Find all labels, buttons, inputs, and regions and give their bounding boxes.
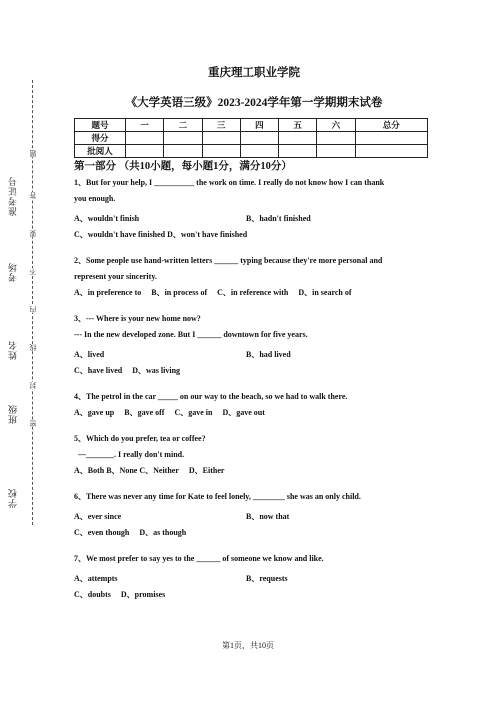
score-input-cell[interactable] — [126, 132, 164, 145]
options-row — [74, 573, 434, 585]
grader-row-label: 批阅人 — [75, 145, 126, 158]
score-cell: 三 — [202, 119, 240, 132]
score-table — [74, 118, 428, 158]
score-input-cell[interactable] — [355, 132, 428, 145]
option[interactable]: D、was living — [132, 366, 181, 375]
options-row — [74, 527, 434, 539]
score-input-cell[interactable] — [164, 132, 202, 145]
question-text: 6、There was never any time for Kate to feel lonely, ________ she was an only child. — [74, 492, 361, 501]
question-7 — [74, 553, 434, 565]
option[interactable]: A、lived — [74, 350, 105, 359]
option[interactable]: C、doubts — [74, 590, 111, 599]
score-input-cell[interactable] — [202, 132, 240, 145]
score-cell: 一 — [126, 119, 164, 132]
score-cell: 六 — [317, 119, 355, 132]
seal-word: 答 — [29, 192, 37, 199]
seal-word: 题 — [29, 150, 37, 157]
question-4 — [74, 391, 434, 403]
part-heading: 第一部分 （共10小题，每小题1分，满分10分） — [74, 161, 292, 172]
question-text: represent your sincerity. — [74, 272, 157, 281]
option[interactable]: A、in preference to — [74, 288, 142, 297]
option[interactable]: C、in reference with — [217, 288, 289, 297]
option[interactable]: A、ever since — [74, 512, 122, 521]
exam-number-label: 准考证号 — [8, 176, 18, 216]
options-row — [74, 287, 434, 299]
option[interactable]: B、in process of — [151, 288, 208, 297]
options-row — [74, 229, 434, 241]
exam-title: 《大学英语三级》2023-2024学年第一学期期末试卷 — [125, 97, 383, 109]
seal-word: 线 — [29, 344, 37, 351]
name-label: 姓名 — [8, 340, 18, 360]
grader-row — [75, 145, 428, 158]
option[interactable]: B、requests — [246, 574, 288, 583]
option[interactable]: B、now that — [246, 512, 290, 521]
option[interactable]: C、gave in — [174, 408, 213, 417]
school-name: 重庆理工职业学院 — [208, 67, 300, 79]
score-cell: 五 — [279, 119, 317, 132]
question-3 — [74, 313, 434, 341]
page-footer: 第1页，共10页 — [222, 641, 274, 650]
binding-margin — [0, 0, 48, 702]
question-6 — [74, 491, 434, 503]
score-input-cell[interactable] — [279, 132, 317, 145]
score-row-label: 得分 — [75, 132, 126, 145]
question-text: 3、--- Where is your new home now? — [74, 314, 201, 323]
option[interactable]: A、gave up — [74, 408, 115, 417]
score-table-header-row — [75, 119, 428, 132]
option[interactable]: D、as though — [139, 528, 187, 537]
school-label: 学校 — [8, 488, 18, 508]
option[interactable]: D、gave out — [222, 408, 265, 417]
question-1 — [74, 177, 434, 205]
seal-word: 密 — [29, 420, 37, 427]
class-label: 班级 — [8, 404, 18, 424]
seal-word: 要 — [29, 230, 37, 237]
question-text: 4、The petrol in the car _____ on our way to the beach, so we had to walk there. — [74, 392, 348, 401]
exam-paper — [74, 62, 434, 601]
options-row — [74, 465, 434, 477]
option[interactable]: C、wouldn't have finished D、won't have finished — [74, 230, 248, 239]
option[interactable]: B、gave off — [124, 408, 165, 417]
option[interactable]: C、have lived — [74, 366, 123, 375]
options-row — [74, 213, 434, 225]
grader-input-cell[interactable] — [202, 145, 240, 158]
question-text: 1、But for your help, I __________ the work on time. I really do not know how I can thank — [74, 178, 385, 187]
question-text: 5、Which do you prefer, tea or coffee? — [74, 434, 206, 443]
score-cell: 二 — [164, 119, 202, 132]
option[interactable]: D、in search of — [298, 288, 352, 297]
score-input-cell[interactable] — [317, 132, 355, 145]
question-text: 2、Some people use hand-written letters ______ typing because they're more personal and — [74, 256, 383, 265]
option[interactable]: C、even though — [74, 528, 130, 537]
grader-input-cell[interactable] — [126, 145, 164, 158]
options-row — [74, 589, 434, 601]
question-text: you enough. — [74, 194, 116, 203]
question-text: --- In the new developed zone. But I ______ downtown for five years. — [74, 330, 308, 339]
option[interactable]: D、Either — [188, 466, 225, 475]
grader-input-cell[interactable] — [164, 145, 202, 158]
question-text: 7、We most prefer to say yes to the ______ of someone we know and like. — [74, 554, 324, 563]
seal-word: 内 — [29, 306, 37, 313]
question-text: —_______. I really don't mind. — [78, 450, 185, 459]
options-row — [74, 407, 434, 419]
option[interactable]: A、Both B、None C、Neither — [74, 466, 179, 475]
score-row — [75, 132, 428, 145]
exam-room-label: 考场 — [8, 262, 18, 282]
options-row — [74, 511, 434, 523]
grader-input-cell[interactable] — [279, 145, 317, 158]
question-5 — [74, 433, 434, 461]
question-2 — [74, 255, 434, 283]
seal-word: 不 — [29, 268, 37, 275]
seal-word: 封 — [29, 382, 37, 389]
grader-input-cell[interactable] — [240, 145, 278, 158]
option[interactable]: B、had lived — [246, 350, 291, 359]
options-row — [74, 365, 434, 377]
option[interactable]: A、attempts — [74, 574, 118, 583]
score-cell: 总分 — [355, 119, 428, 132]
option[interactable]: D、promises — [120, 590, 166, 599]
score-input-cell[interactable] — [240, 132, 278, 145]
score-cell: 题号 — [75, 119, 126, 132]
option[interactable]: A、wouldn't finish — [74, 214, 140, 223]
grader-input-cell[interactable] — [355, 145, 428, 158]
option[interactable]: B、hadn't finished — [246, 214, 311, 223]
score-cell: 四 — [240, 119, 278, 132]
options-row — [74, 349, 434, 361]
grader-input-cell[interactable] — [317, 145, 355, 158]
seal-line — [32, 80, 33, 525]
